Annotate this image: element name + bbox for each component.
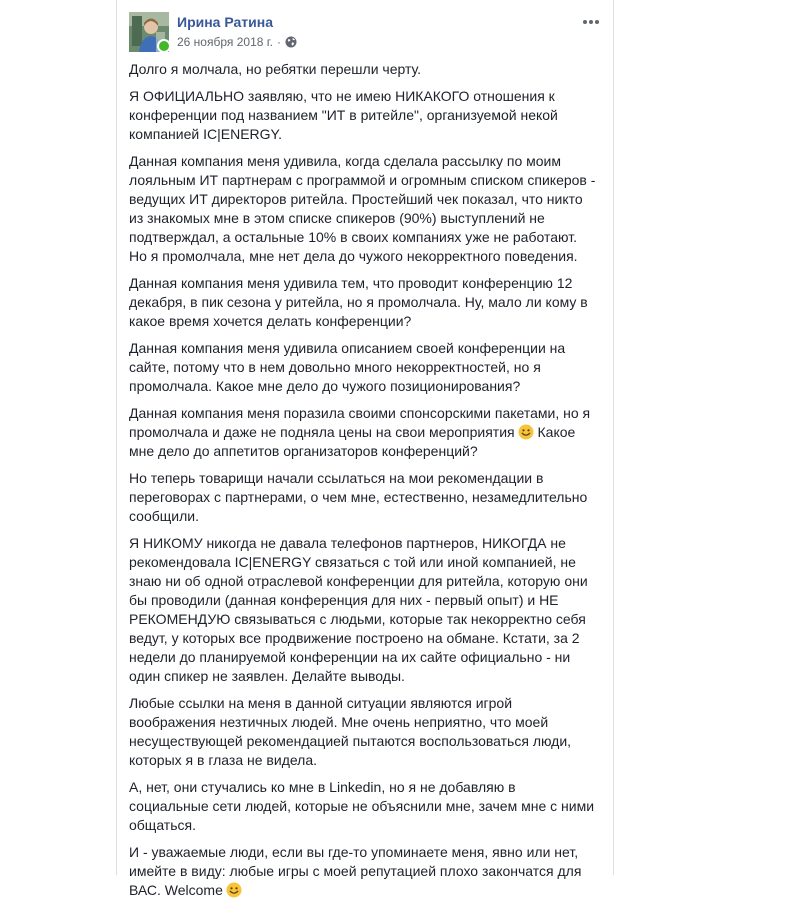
post-paragraph: Я ОФИЦИАЛЬНО заявляю, что не имею НИКАКОГО отношения к конференции под названием "ИТ в ритейле", организуемой некой компанией IC|ENERGY. xyxy=(129,88,558,142)
post-card xyxy=(116,0,614,898)
post-paragraph: Долго я молчала, но ребятки перешли черту. xyxy=(129,61,422,77)
paragraph-text: И - уважаемые люди, если вы где-то упоминаете меня, явно или нет, имейте в виду: любые игры с моей репутацией плохо закончатся для ВАС. Welcome xyxy=(129,844,582,898)
post-paragraph: Я НИКОМУ никогда не давала телефонов партнеров, НИКОГДА не рекомендовала IC|ENERGY связаться с той или иной компанией, не знаю ни об одной отраслевой конференции для ритейла, которую они бы проводили (данная конференция для них - первый опыт) и НЕ РЕКОМЕНДУЮ связываться с людьми, которые так некорректно себя ведут, у которых все продвижение построено на обмане. Кстати, за 2 недели до планируемой конференции на их сайте официально - ни один спикер не заявлен. Делайте выводы. xyxy=(129,535,588,684)
post-paragraph: Но теперь товарищи начали ссылаться на мои рекомендации в переговорах с партнерами, о чем мне, естественно, незамедлительно сообщили. xyxy=(129,470,588,524)
smiley-emoji-icon xyxy=(518,424,534,440)
online-status-indicator xyxy=(157,39,171,53)
post-paragraph: Данная компания меня удивила описанием своей конференции на сайте, потому что в нем довольно много некорректностей, но я промолчала. Какое мне дело до чужого позиционирования? xyxy=(129,340,566,394)
meta-separator: · xyxy=(277,35,281,49)
paragraph-text: Какое мне дело до аппетитов организаторов конференций? xyxy=(129,424,576,459)
post-paragraph: Данная компания меня удивила, когда сделала рассылку по моим лояльным ИТ партнерам с программой и огромным списком спикеров - ведущих ИТ директоров ритейла. Простейший чек показал, что никто из знакомых мне в этом списке спикеров (90%) выступлений не подтверждал, а остальные 10% в своих компаниях уже не работают. Но я промолчала, мне нет дела до чужого некорректного поведения. xyxy=(129,153,596,264)
post-paragraph-with-emoji xyxy=(129,843,597,900)
smiley-emoji-icon xyxy=(226,882,242,898)
post-paragraph: Любые ссылки на меня в данной ситуации являются игрой воображения незтичных людей. Мне очень неприятно, что моей несуществующей рекомендацией пытаются воспользоваться люди, которых я в глаза не видела. xyxy=(129,695,572,768)
globe-icon[interactable] xyxy=(285,36,297,48)
post-text xyxy=(129,60,597,908)
more-options-icon[interactable] xyxy=(581,12,601,32)
author-name[interactable]: Ирина Ратина xyxy=(177,14,273,30)
post-date[interactable]: 26 ноября 2018 г. xyxy=(177,35,273,49)
post-header xyxy=(129,12,601,56)
paragraph-text: Данная компания меня поразила своими спонсорскими пакетами, но я промолчала и даже не подняла цены на свои мероприятия xyxy=(129,405,591,440)
post-paragraph: А, нет, они стучались ко мне в Linkedin, но я не добавляю в социальные сети людей, которые не объяснили мне, зачем мне с ними общаться. xyxy=(129,779,595,833)
post-paragraph: Данная компания меня удивила тем, что проводит конференцию 12 декабря, в пик сезона у ритейла, но я промолчала. Ну, мало ли кому в какое время хочется делать конференции? xyxy=(129,275,588,329)
post-meta xyxy=(177,35,297,49)
author-avatar[interactable] xyxy=(129,12,169,52)
post-paragraph-with-emoji xyxy=(129,404,597,461)
